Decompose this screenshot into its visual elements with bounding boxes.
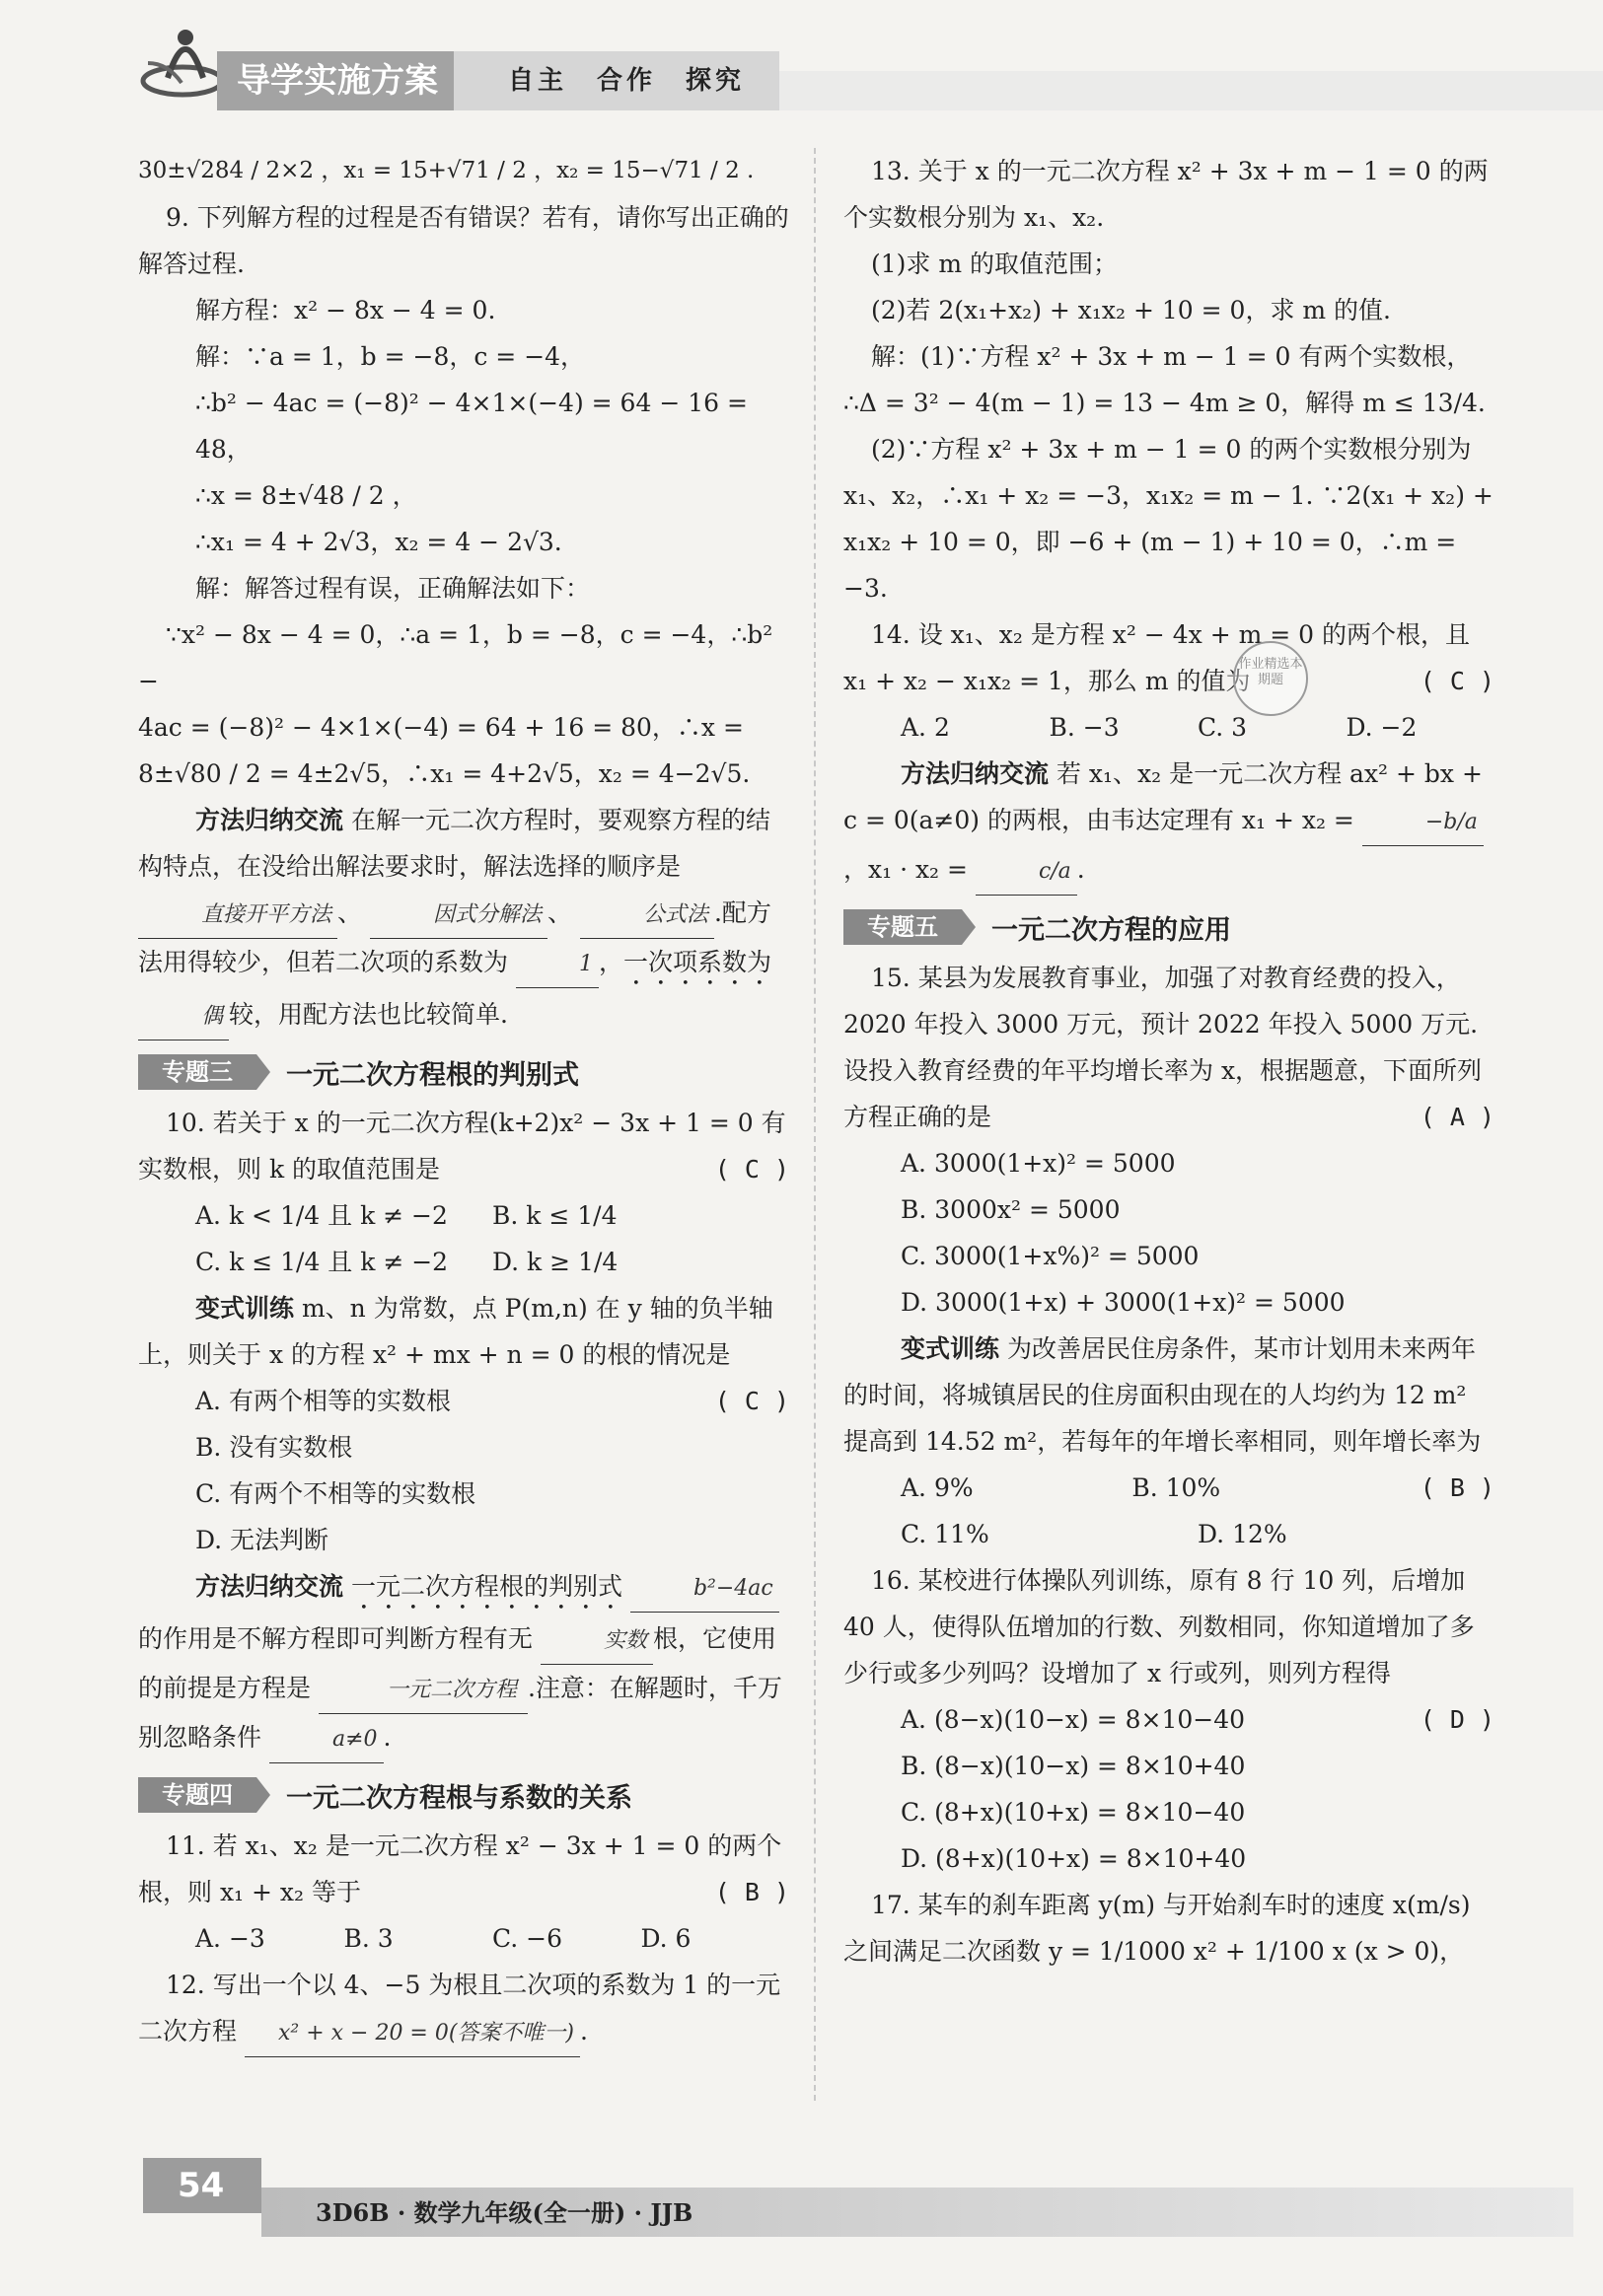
option: B. 3000x² = 5000	[901, 1195, 1121, 1224]
option: C. 有两个不相等的实数根	[195, 1479, 476, 1508]
variant2-options	[843, 1465, 1363, 1511]
answer-choice: ( C )	[714, 1155, 789, 1184]
option: D. 无法判断	[195, 1526, 329, 1554]
q11-options	[138, 1915, 789, 1962]
homework-stamp: 作业精选本期题	[1233, 641, 1308, 716]
option: B. k ≤ 1/4	[492, 1201, 618, 1230]
blank-answer: 因式分解法	[370, 892, 547, 939]
book-code: 3D6B · 数学九年级(全一册) · JJB	[316, 2198, 693, 2227]
answer-choice: ( C )	[714, 1387, 789, 1415]
q16-stem: 16. 某校进行体操队列训练，原有 8 行 10 列，后增加 40 人，使得队伍增加的行数、列数相同，你知道增加了多少行或多少列吗？设增加了 x 行或列，则列方程得 ( D )	[843, 1557, 1494, 1696]
topic-5-heading	[843, 901, 1494, 951]
option: A. 有两个相等的实数根	[195, 1387, 451, 1415]
q9-correction-1: 解：解答过程有误，正确解法如下：	[195, 574, 591, 603]
blank-answer: 实数	[541, 1617, 653, 1665]
option: C. (8+x)(10+x) = 8×10−40	[901, 1798, 1246, 1827]
answer-choice: ( B )	[1420, 1473, 1494, 1502]
option: C. 11%	[901, 1520, 989, 1548]
method-summary-3: 方法归纳交流 若 x₁、x₂ 是一元二次方程 ax² + bx + c = 0(a≠0) 的两根，由韦达定理有 x₁ + x₂ = −b/a，x₁ · x₂ = c/a .	[843, 751, 1494, 896]
q13-part1: (1)求 m 的取值范围；	[871, 250, 1119, 278]
q10-options	[138, 1192, 789, 1239]
page-number: 54	[143, 2158, 261, 2213]
option: D. −2	[1346, 713, 1418, 742]
variant-training-2: 变式训练 为改善居民住房条件，某市计划用未来两年的时间，将城镇居民的住房面积由现在的人均约为 12 m² 提高到 14.52 m²，若每年的年增长率相同，则年增长率为 ( B )	[843, 1326, 1494, 1465]
option: A. k < 1/4 且 k ≠ −2	[195, 1201, 448, 1230]
page-header	[0, 0, 1603, 118]
option: B. (8−x)(10−x) = 8×10+40	[901, 1752, 1246, 1780]
blank-answer: a≠0	[269, 1716, 384, 1763]
q15-stem: 15. 某县为发展教育事业，加强了对教育经费的投入，2020 年投入 3000 万元，预计 2022 年投入 5000 万元. 设投入教育经费的年平均增长率为 x，根据题意，下面所列方程正确的是 ( A )	[843, 955, 1494, 1140]
option: D. 6	[640, 1924, 692, 1953]
q14-options	[843, 704, 1494, 751]
blank-answer: 1	[516, 941, 599, 988]
q13-stem: 13. 关于 x 的一元二次方程 x² + 3x + m − 1 = 0 的两个实数根分别为 x₁、x₂.	[843, 157, 1489, 232]
option: D. k ≥ 1/4	[492, 1248, 619, 1276]
option: B. 10%	[1131, 1473, 1221, 1502]
variant2-options	[843, 1511, 1494, 1557]
topic-tag: 专题五	[843, 909, 962, 945]
method-summary-2: 方法归纳交流 一元二次方程根的判别式 b²−4ac的作用是不解方程即可判断方程有无 实数 根，它使用的前提是方程是 一元二次方程 .注意：在解题时，千万别忽略条件 a≠0 .	[138, 1563, 789, 1763]
option: A. 9%	[901, 1473, 974, 1502]
blank-answer: 公式法	[580, 892, 714, 939]
answer-choice: ( C )	[1420, 667, 1494, 695]
topic-arrow-icon	[256, 1777, 270, 1813]
book-person-logo-icon	[138, 24, 227, 103]
q9-equation: 解方程：x² − 8x − 4 = 0.	[195, 296, 496, 324]
q9-step-3: ∴x = 8±√48 / 2 ，	[195, 481, 417, 510]
q13-solution-1a: 解：(1)∵方程 x² + 3x + m − 1 = 0 有两个实数根，	[871, 342, 1472, 371]
option: C. −6	[492, 1924, 562, 1953]
q13-solution-2: (2)∵方程 x² + 3x + m − 1 = 0 的两个实数根分别为 x₁、x₂，∴x₁ + x₂ = −3，x₁x₂ = m − 1. ∵2(x₁ + x₂) + x₁x₂ + 10 = 0，即 −6 + (m − 1) + 10 = 0，∴m = −3.	[843, 435, 1494, 603]
page-footer	[0, 2150, 1603, 2268]
option: C. 3	[1198, 713, 1248, 742]
q11-stem: 11. 若 x₁、x₂ 是一元二次方程 x² − 3x + 1 = 0 的两个根，则 x₁ + x₂ 等于 ( B )	[138, 1823, 789, 1915]
option: A. 2	[901, 713, 950, 742]
method-summary-1: 方法归纳交流 在解一元二次方程时，要观察方程的结构特点，在没给出解法要求时，解法选择的顺序是 直接开平方法 、 因式分解法 、 公式法 .配方法用得较少，但若二次项的系数为 1 ，一次项系数为 偶 较，用配方法也比较简单.	[138, 797, 789, 1040]
q9-correction-3: 4ac = (−8)² − 4×1×(−4) = 64 + 16 = 80，∴x =	[138, 713, 744, 742]
q9-step-2: ∴b² − 4ac = (−8)² − 4×1×(−4) = 64 − 16 = 48，	[195, 389, 748, 464]
series-title: 导学实施方案	[217, 51, 454, 110]
blank-answer: c/a	[976, 848, 1077, 896]
header-subtitle: 自主 合作 探究	[454, 51, 779, 110]
method-label: 方法归纳交流	[195, 806, 344, 834]
q12-stem: 12. 写出一个以 4、−5 为根且二次项的系数为 1 的一元二次方程 x² + x − 20 = 0(答案不唯一) .	[138, 1962, 789, 2057]
blank-answer: −b/a	[1362, 799, 1484, 846]
left-column	[138, 148, 789, 2057]
topic-title: 一元二次方程根的判别式	[286, 1060, 579, 1091]
topic-4-heading	[138, 1769, 789, 1819]
right-column	[843, 148, 1494, 1974]
q17-stem: 17. 某车的刹车距离 y(m) 与开始刹车时的速度 x(m/s) 之间满足二次函数 y = 1/1000 x² + 1/100 x (x > 0)，	[843, 1891, 1471, 1966]
option: B. 3	[343, 1924, 394, 1953]
q9-step-4: ∴x₁ = 4 + 2√3，x₂ = 4 − 2√3.	[195, 528, 562, 556]
topic-arrow-icon	[256, 1054, 270, 1090]
q14-stem: 14. 设 x₁、x₂ 是方程 x² − 4x + m = 0 的两个根，且 x₁ + x₂ − x₁x₂ = 1，那么 m 的值为 ( C )	[843, 611, 1494, 704]
option: C. k ≤ 1/4 且 k ≠ −2	[195, 1248, 449, 1276]
q9-step-1: 解：∵a = 1，b = −8，c = −4，	[195, 342, 586, 371]
topic-3-heading	[138, 1046, 789, 1096]
variant-label: 变式训练	[195, 1294, 295, 1323]
q10-options	[138, 1239, 789, 1285]
option: B. 没有实数根	[195, 1433, 353, 1462]
topic-arrow-icon	[962, 909, 976, 945]
option: C. 3000(1+x%)² = 5000	[901, 1242, 1200, 1270]
header-bar	[779, 71, 1603, 110]
blank-answer: x² + x − 20 = 0(答案不唯一)	[245, 2010, 580, 2057]
blank-answer: b²−4ac	[630, 1565, 779, 1613]
q9-stem: 9. 下列解方程的过程是否有错误？若有，请你写出正确的解答过程.	[138, 203, 789, 278]
column-divider	[814, 148, 816, 2101]
option: D. 12%	[1198, 1520, 1287, 1548]
blank-answer: 一元二次方程	[319, 1667, 528, 1714]
q8-tail: 30±√284 / 2×2 ，x₁ = 15+√71 / 2 ，x₂ = 15−√71 / 2 .	[138, 158, 755, 183]
option: A. (8−x)(10−x) = 8×10−40	[901, 1705, 1246, 1734]
answer-choice: ( D )	[1420, 1705, 1494, 1734]
q9-correction-4: 8±√80 / 2 = 4±2√5，∴x₁ = 4+2√5，x₂ = 4−2√5.	[138, 759, 751, 788]
variant-training-1: 变式训练 m、n 为常数，点 P(m,n) 在 y 轴的负半轴上，则关于 x 的方程 x² + mx + n = 0 的根的情况是 ( C )	[138, 1285, 789, 1378]
topic-title: 一元二次方程的应用	[991, 915, 1231, 946]
q13-solution-1b: ∴Δ = 3² − 4(m − 1) = 13 − 4m ≥ 0，解得 m ≤ 13/4.	[843, 389, 1486, 417]
answer-choice: ( A )	[1420, 1103, 1494, 1131]
q10-stem: 10. 若关于 x 的一元二次方程(k+2)x² − 3x + 1 = 0 有实数根，则 k 的取值范围是 ( C )	[138, 1100, 789, 1192]
option: D. (8+x)(10+x) = 8×10+40	[901, 1844, 1247, 1873]
blank-answer: 直接开平方法	[138, 892, 337, 939]
option: A. −3	[195, 1924, 265, 1953]
q13-part2: (2)若 2(x₁+x₂) + x₁x₂ + 10 = 0，求 m 的值.	[871, 296, 1391, 324]
q9-correction-2: ∵x² − 8x − 4 = 0，∴a = 1，b = −8，c = −4，∴b² −	[138, 620, 773, 695]
topic-title: 一元二次方程根与系数的关系	[286, 1783, 632, 1814]
answer-choice: ( B )	[714, 1878, 789, 1906]
topic-tag: 专题三	[138, 1054, 256, 1090]
option: D. 3000(1+x) + 3000(1+x)² = 5000	[901, 1288, 1346, 1317]
option: B. −3	[1049, 713, 1120, 742]
topic-tag: 专题四	[138, 1777, 256, 1813]
blank-answer: 偶	[138, 993, 229, 1040]
option: A. 3000(1+x)² = 5000	[901, 1149, 1176, 1178]
